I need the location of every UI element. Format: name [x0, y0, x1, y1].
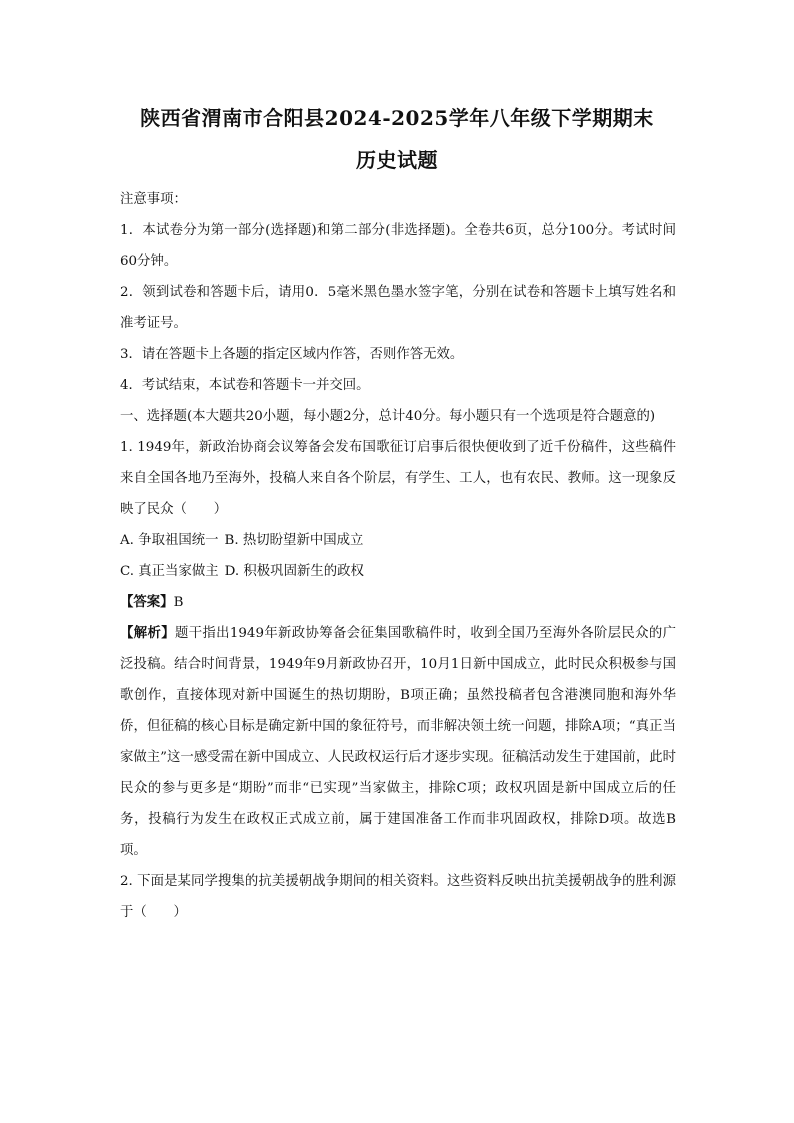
- option-d: D. 积极巩固新生的政权: [224, 564, 364, 579]
- exam-title: 陕西省渭南市合阳县2024-2025学年八年级下学期期末: [140, 106, 654, 130]
- exam-subject-title: 历史试题: [356, 148, 438, 172]
- question-1-options-row-2: [120, 556, 676, 587]
- question-1-stem: 1. 1949年，新政治协商会议筹备会发布国歌征订启事后很快便收到了近千份稿件，这些稿件来自全国各地乃至海外，投稿人来自各个阶层，有学生、工人，也有农民、教师。这一现象反映了民众（ ）: [120, 440, 676, 517]
- analysis-label: 【解析】: [120, 625, 175, 641]
- answer-value: B: [173, 595, 184, 610]
- analysis-text: 题干指出1949年新政协筹备会征集国歌稿件时，收到全国乃至海外各阶层民众的广泛投稿。结合时间背景，1949年9月新政协召开，10月1日新中国成立，此时民众积极参与国歌创作，直接体现对新中国诞生的热切期盼，B项正确；虽然投稿者包含港澳同胞和海外华侨，但征稿的核心目标是确定新中国的象征符号，而非解决领土统一问题，排除A项；“真正当家做主”这一感受需在新中国成立、人民政权运行后才逐步实现。征稿活动发生于建国前，此时民众的参与更多是“期盼”而非“已实现”当家做主，排除C项；政权巩固是新中国成立后的任务，投稿行为发生在政权正式成立前，属于建国准备工作而非巩固政权，排除D项。故选B项。: [120, 626, 677, 858]
- question-1-analysis: [120, 618, 676, 866]
- question-1-options-row-1: [120, 525, 676, 556]
- question-1-answer: [120, 587, 676, 618]
- option-b: B. 热切盼望新中国成立: [224, 533, 364, 548]
- notice-item-3: 3．请在答题卡上各题的指定区域内作答，否则作答无效。: [120, 347, 464, 362]
- question-2-stem: 2. 下面是某同学搜集的抗美援朝战争期间的相关资料。这些资料反映出抗美援朝战争的胜利源于（ ）: [120, 874, 676, 920]
- section-heading: 一、选择题(本大题共20小题，每小题2分，总计40分。每小题只有一个选项是符合题意的): [120, 409, 656, 424]
- answer-label: 【答案】: [120, 594, 174, 610]
- option-a: A. 争取祖国统一: [120, 533, 219, 548]
- notice-item-1: 1．本试卷分为第一部分(选择题)和第二部分(非选择题)。全卷共6页，总分100分。考试时间60分钟。: [120, 223, 676, 269]
- notice-item-2: 2．领到试卷和答题卡后，请用0．5毫米黑色墨水签字笔，分别在试卷和答题卡上填写姓名和准考证号。: [120, 285, 676, 331]
- option-c: C. 真正当家做主: [120, 564, 219, 579]
- notice-item-4: 4．考试结束，本试卷和答题卡一并交回。: [120, 378, 370, 393]
- exam-body: [120, 184, 676, 928]
- notice-heading: 注意事项：: [120, 192, 187, 207]
